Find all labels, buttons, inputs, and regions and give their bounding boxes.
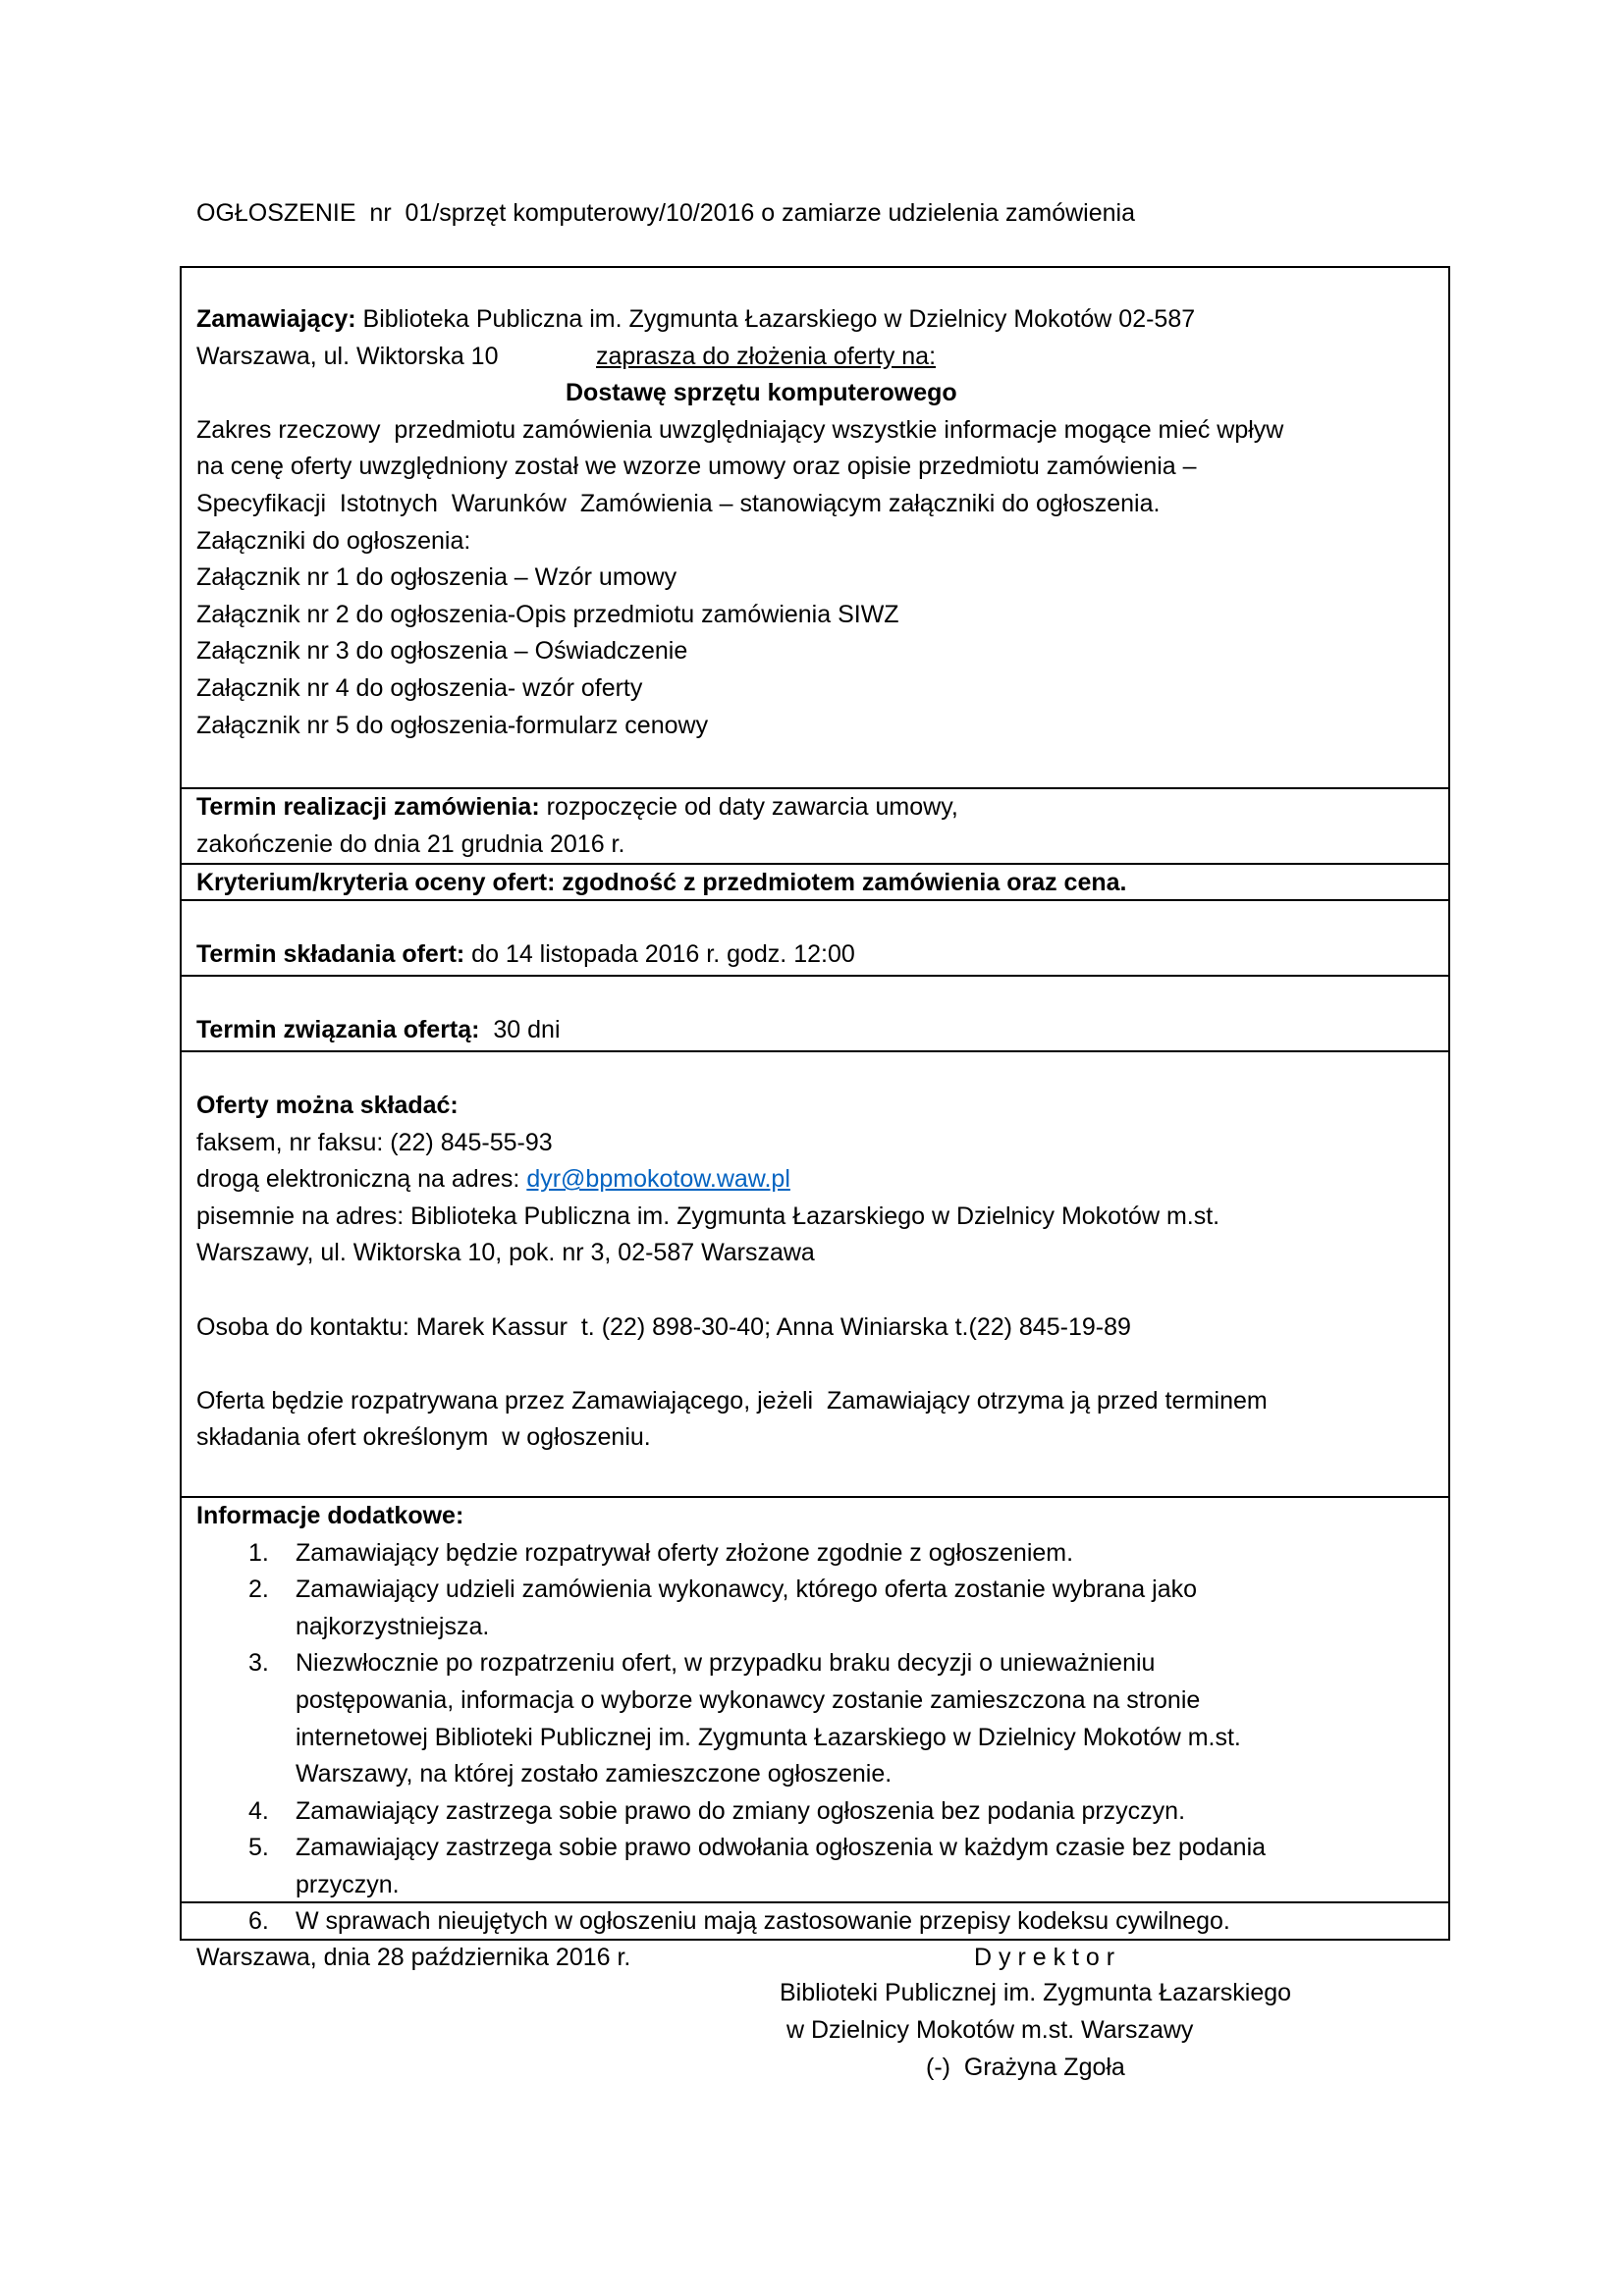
list-item bbox=[196, 1572, 1448, 1609]
list-item-number: 5. bbox=[248, 1834, 269, 1862]
subject-line bbox=[196, 375, 1448, 412]
list-item-number: 2. bbox=[248, 1575, 269, 1604]
deadline-value: do 14 listopada 2016 r. godz. 12:00 bbox=[464, 940, 855, 968]
list-item bbox=[196, 1830, 1448, 1867]
list-item-text: Niezwłocznie po rozpatrzeniu ofert, w przypadku braku decyzji o unieważnieniu bbox=[296, 1649, 1156, 1678]
blank-line bbox=[196, 1272, 1448, 1309]
additional-label: Informacje dodatkowe: bbox=[196, 1502, 464, 1529]
list-item-text: Zamawiający będzie rozpatrywał oferty złożone zgodnie z ogłoszeniem. bbox=[296, 1538, 1074, 1567]
additional-info-row bbox=[182, 1496, 1448, 1901]
realization-end: zakończenie do dnia 21 grudnia 2016 r. bbox=[196, 829, 625, 858]
contracting-address: Warszawa, ul. Wiktorska 10 bbox=[196, 342, 499, 370]
binding-line bbox=[196, 1012, 1448, 1049]
scope-line: Zakres rzeczowy przedmiotu zamówienia uwzględniający wszystkie informacje mogące mieć wpływ bbox=[196, 415, 1284, 444]
attachment-item: Załącznik nr 3 do ogłoszenia – Oświadczenie bbox=[196, 637, 688, 666]
signatory-title: D y r e k t o r bbox=[974, 1944, 1115, 1971]
contracting-label: Zamawiający: bbox=[196, 305, 356, 333]
criteria-line bbox=[196, 865, 1448, 899]
submission-label: Oferty można składać: bbox=[196, 1092, 459, 1119]
signatory-org-line: w Dzielnicy Mokotów m.st. Warszawy bbox=[786, 2016, 1194, 2044]
realization-line-1 bbox=[196, 789, 1448, 827]
deadline-label: Termin składania ofert: bbox=[196, 940, 465, 968]
submission-label-line bbox=[196, 1088, 1448, 1125]
list-item-number: 4. bbox=[248, 1796, 269, 1825]
email-link[interactable]: dyr@bpmokotow.waw.pl bbox=[526, 1165, 790, 1194]
attachment-item: Załącznik nr 1 do ogłoszenia – Wzór umowy bbox=[196, 563, 677, 592]
contracting-line-2 bbox=[196, 339, 1448, 376]
realization-label: Termin realizacji zamówienia: bbox=[196, 793, 540, 821]
criteria-text: Kryterium/kryteria oceny ofert: zgodność z przedmiotem zamówienia oraz cena. bbox=[196, 869, 1127, 896]
list-item-number: 3. bbox=[248, 1649, 269, 1678]
submission-email-line bbox=[196, 1161, 1448, 1199]
additional-info-last-row bbox=[182, 1901, 1448, 1939]
attachment-item: Załącznik nr 4 do ogłoszenia- wzór oferty bbox=[196, 673, 643, 702]
contracting-name: Biblioteka Publiczna im. Zygmunta Łazarskiego w Dzielnicy Mokotów 02-587 bbox=[355, 305, 1196, 333]
list-item-text: Zamawiający udzieli zamówienia wykonawcy, którego oferta zostanie wybrana jako bbox=[296, 1575, 1198, 1604]
list-item-continuation: Warszawy, na której zostało zamieszczone ogłoszenie. bbox=[296, 1760, 893, 1789]
list-item-number: 6. bbox=[248, 1907, 269, 1935]
criteria-row bbox=[182, 863, 1448, 899]
attachment-item: Załącznik nr 5 do ogłoszenia-formularz cenowy bbox=[196, 711, 709, 739]
order-subject: Dostawę sprzętu komputerowego bbox=[566, 379, 957, 407]
realization-row bbox=[182, 787, 1448, 863]
submission-row bbox=[182, 1050, 1448, 1496]
list-item-continuation: przyczyn. bbox=[296, 1870, 400, 1898]
signatory-org-line: Biblioteki Publicznej im. Zygmunta Łazarskiego bbox=[780, 1979, 1292, 2006]
binding-label: Termin związania ofertą: bbox=[196, 1016, 480, 1043]
contracting-row bbox=[182, 268, 1448, 787]
contact-person-line: Osoba do kontaktu: Marek Kassur t. (22) 898-30-40; Anna Winiarska t.(22) 845-19-89 bbox=[196, 1312, 1131, 1341]
announcement-table bbox=[180, 266, 1450, 1941]
list-item bbox=[196, 1535, 1448, 1573]
list-item bbox=[196, 1793, 1448, 1831]
place-date: Warszawa, dnia 28 października 2016 r. bbox=[196, 1944, 631, 1971]
list-item-continuation: najkorzystniejsza. bbox=[296, 1612, 490, 1640]
list-item-continuation: internetowej Biblioteki Publicznej im. Zygmunta Łazarskiego w Dzielnicy Mokotów m.st. bbox=[296, 1723, 1241, 1751]
contracting-line-1 bbox=[196, 301, 1448, 339]
blank-line bbox=[196, 1346, 1448, 1383]
scope-line: Specyfikacji Istotnych Warunków Zamówienia – stanowiącym załączniki do ogłoszenia. bbox=[196, 489, 1161, 517]
binding-value: 30 dni bbox=[479, 1016, 561, 1043]
announcement-heading: OGŁOSZENIE nr 01/sprzęt komputerowy/10/2016 o zamiarze udzielenia zamówienia bbox=[196, 199, 1136, 227]
submission-postal-line: pisemnie na adres: Biblioteka Publiczna im. Zygmunta Łazarskiego w Dzielnicy Mokotów m.st. bbox=[196, 1201, 1220, 1230]
list-item-number: 1. bbox=[248, 1538, 269, 1567]
deadline-line bbox=[196, 936, 1448, 974]
additional-label-line bbox=[196, 1498, 1448, 1535]
deadline-row bbox=[182, 899, 1448, 975]
list-item-text: W sprawach nieujętych w ogłoszeniu mają zastosowanie przepisy kodeksu cywilnego. bbox=[296, 1907, 1230, 1935]
submission-fax: faksem, nr faksu: (22) 845-55-93 bbox=[196, 1128, 553, 1156]
list-item bbox=[196, 1903, 1448, 1939]
list-item-text: Zamawiający zastrzega sobie prawo do zmiany ogłoszenia bez podania przyczyn. bbox=[296, 1796, 1186, 1825]
realization-start: rozpoczęcie od daty zawarcia umowy, bbox=[539, 793, 958, 821]
attachments-title: Załączniki do ogłoszenia: bbox=[196, 526, 471, 555]
signature: (-) Grażyna Zgoła bbox=[926, 2054, 1125, 2081]
submission-email-prefix: drogą elektroniczną na adres: bbox=[196, 1165, 527, 1194]
submission-postal-line: Warszawy, ul. Wiktorska 10, pok. nr 3, 02-587 Warszawa bbox=[196, 1239, 815, 1267]
submission-note-line: składania ofert określonym w ogłoszeniu. bbox=[196, 1423, 651, 1452]
attachment-item: Załącznik nr 2 do ogłoszenia-Opis przedmiotu zamówienia SIWZ bbox=[196, 600, 899, 628]
list-item-continuation: postępowania, informacja o wyborze wykonawcy zostanie zamieszczona na stronie bbox=[296, 1685, 1201, 1714]
submission-note-line: Oferta będzie rozpatrywana przez Zamawiającego, jeżeli Zamawiający otrzyma ją przed terminem bbox=[196, 1386, 1268, 1415]
scope-line: na cenę oferty uwzględniony został we wzorze umowy oraz opisie przedmiotu zamówienia – bbox=[196, 453, 1197, 481]
list-item-text: Zamawiający zastrzega sobie prawo odwołania ogłoszenia w każdym czasie bez podania bbox=[296, 1834, 1267, 1862]
binding-row bbox=[182, 975, 1448, 1050]
invitation-text: zaprasza do złożenia oferty na: bbox=[596, 342, 937, 370]
list-item bbox=[196, 1645, 1448, 1682]
